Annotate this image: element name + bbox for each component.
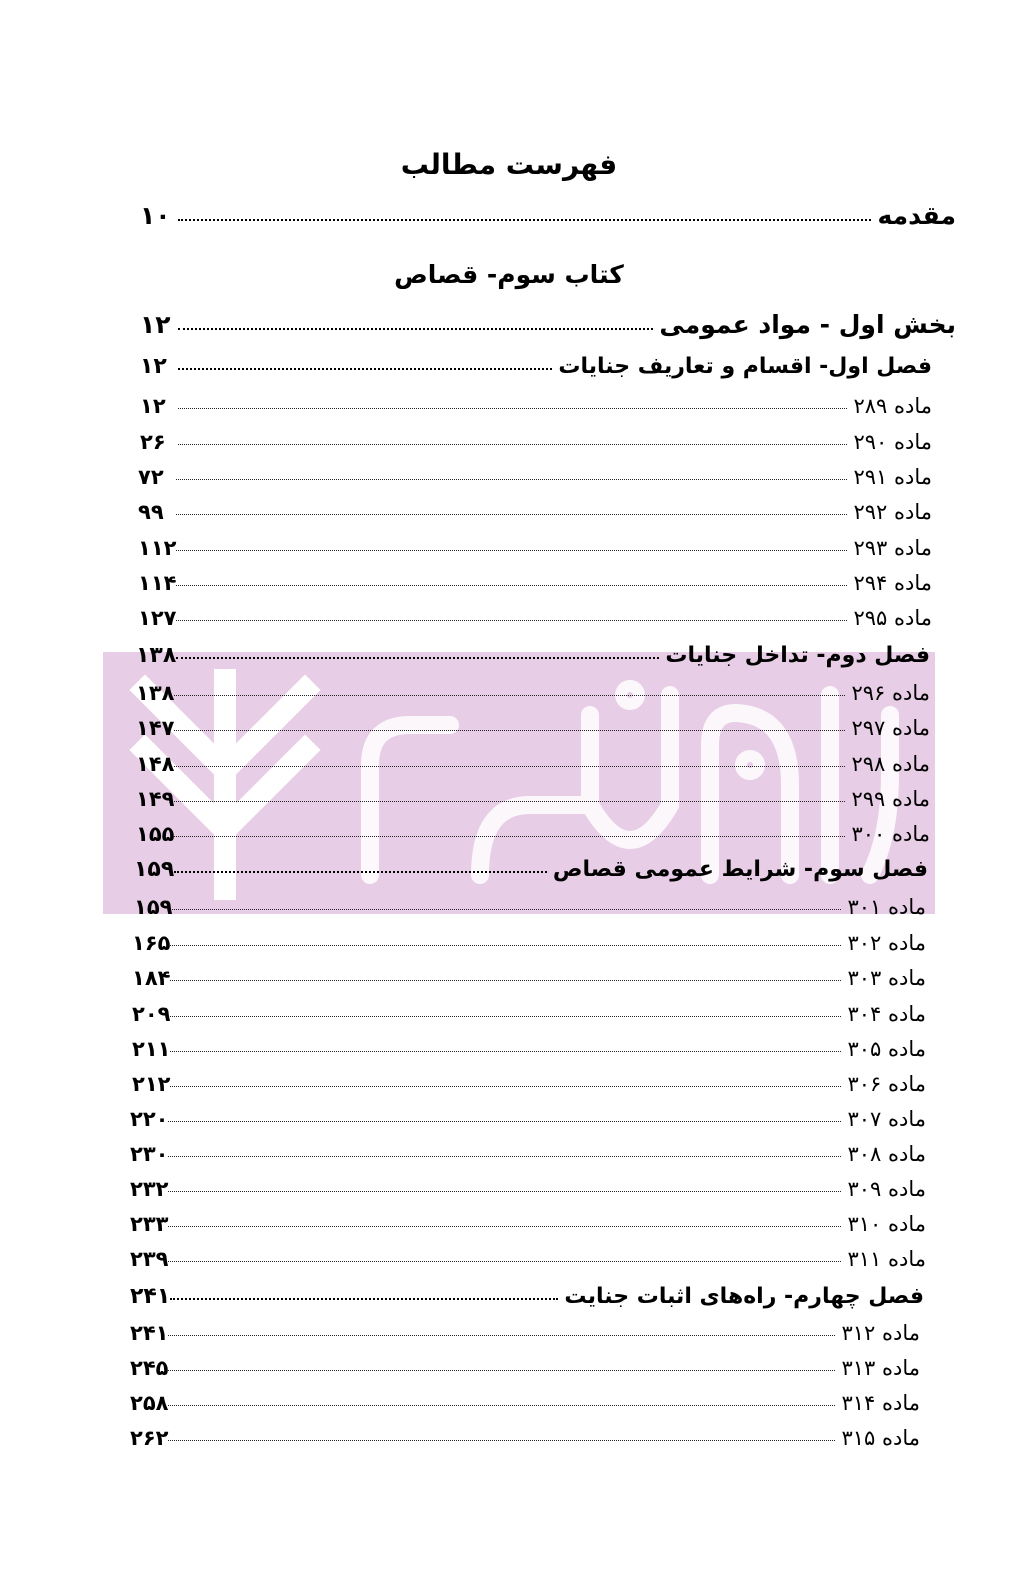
dot-leader <box>168 1121 841 1122</box>
dot-leader <box>178 368 552 370</box>
toc-article-entry[interactable] <box>134 885 926 919</box>
toc-page-number: ۲۵۸ <box>130 1391 169 1415</box>
toc-article-entry[interactable] <box>130 1202 926 1236</box>
toc-entry-label: ماده ۳۱۱ <box>847 1247 926 1271</box>
toc-page-number: ۱۵۹ <box>134 895 173 919</box>
toc-page-number: ۲۳۰ <box>130 1142 169 1166</box>
toc-entry-label: ماده ۳۰۳ <box>847 966 926 990</box>
toc-entry-label: فصل اول- اقسام و تعاریف جنایات <box>558 354 932 379</box>
toc-page-number: ۲۶ <box>140 430 166 454</box>
dot-leader <box>168 1156 841 1157</box>
dot-leader <box>176 550 847 551</box>
toc-page-number: ۲۴۵ <box>130 1356 169 1380</box>
toc-page-number: ۱۱۲ <box>138 536 177 560</box>
dot-leader <box>170 980 841 981</box>
toc-section-entry[interactable] <box>140 305 956 339</box>
toc-article-entry[interactable] <box>138 455 932 489</box>
dot-leader <box>176 585 847 586</box>
toc-article-entry[interactable] <box>138 596 932 630</box>
toc-section-entry[interactable] <box>140 196 956 230</box>
toc-page-number: ۱۱۴ <box>138 571 177 595</box>
toc-page-number: ۱۲۷ <box>138 606 177 630</box>
toc-entry-label: فصل چهارم- راه‌های اثبات جنایت <box>564 1284 924 1309</box>
dot-leader <box>168 1226 841 1227</box>
toc-entry-label: ماده ۲۹۰ <box>853 430 932 454</box>
toc-entry-label: ماده ۲۹۸ <box>851 752 930 776</box>
toc-article-entry[interactable] <box>136 742 930 776</box>
toc-page-number: ۱۳۸ <box>136 681 175 705</box>
toc-article-entry[interactable] <box>130 1237 926 1271</box>
toc-entry-label: ماده ۲۹۹ <box>851 787 930 811</box>
toc-page-number: ۱۰ <box>140 201 171 230</box>
toc-article-entry[interactable] <box>140 384 932 418</box>
toc-entry-label: ماده ۳۰۶ <box>847 1072 926 1096</box>
toc-page-number: ۱۶۵ <box>132 931 171 955</box>
toc-entry-label: ماده ۳۰۰ <box>851 822 930 846</box>
toc-page-number: ۲۳۳ <box>130 1212 169 1236</box>
toc-article-entry[interactable] <box>130 1132 926 1166</box>
toc-entry-label: ماده ۳۰۹ <box>847 1177 926 1201</box>
toc-entry-label: ماده ۳۰۸ <box>847 1142 926 1166</box>
toc-article-entry[interactable] <box>132 1062 926 1096</box>
toc-entry-label: ماده ۲۹۲ <box>853 500 932 524</box>
toc-page-number: ۱۳۸ <box>136 643 177 668</box>
toc-page-number: ۲۴۱ <box>130 1321 169 1345</box>
toc-article-entry[interactable] <box>130 1346 920 1380</box>
toc-article-entry[interactable] <box>130 1381 920 1415</box>
toc-article-entry[interactable] <box>130 1167 926 1201</box>
toc-entry-label: ماده ۳۱۲ <box>841 1321 920 1345</box>
toc-chapter-entry[interactable] <box>134 848 928 882</box>
page-title: فهرست مطالب <box>400 148 618 181</box>
toc-entry-label: ماده ۳۱۵ <box>841 1426 920 1450</box>
toc-page-number: ۱۲ <box>140 394 166 418</box>
toc-page-number: ۲۱۱ <box>132 1037 171 1061</box>
toc-chapter-entry[interactable] <box>136 634 930 668</box>
toc-article-entry[interactable] <box>138 490 932 524</box>
dot-leader <box>178 328 653 330</box>
toc-page-number: ۱۴۷ <box>136 716 175 740</box>
toc-article-entry[interactable] <box>130 1097 926 1131</box>
toc-entry-label: ماده ۲۹۶ <box>851 681 930 705</box>
toc-article-entry[interactable] <box>138 561 932 595</box>
dot-leader <box>178 219 871 221</box>
toc-entry-label: ماده ۲۹۵ <box>853 606 932 630</box>
toc-page-number: ۱۲ <box>140 310 171 339</box>
toc-article-entry[interactable] <box>136 706 930 740</box>
toc-article-entry[interactable] <box>136 777 930 811</box>
toc-entry-label: ماده ۳۰۷ <box>847 1107 926 1131</box>
toc-article-entry[interactable] <box>136 671 930 705</box>
dot-leader <box>168 1440 835 1441</box>
toc-page-number: ۱۲ <box>140 354 167 379</box>
toc-page-number: ۹۹ <box>138 500 164 524</box>
toc-chapter-entry[interactable] <box>140 345 932 379</box>
toc-entry-label: ماده ۲۹۷ <box>851 716 930 740</box>
dot-leader <box>168 1370 835 1371</box>
toc-page-number: ۱۵۹ <box>134 857 175 882</box>
toc-entry-label: فصل سوم- شرایط عمومی قصاص <box>552 857 928 882</box>
dot-leader <box>174 871 547 873</box>
toc-page-number: ۲۳۲ <box>130 1177 169 1201</box>
toc-article-entry[interactable] <box>136 812 930 846</box>
dot-leader <box>168 1405 835 1406</box>
toc-page-number: ۲۲۰ <box>130 1107 169 1131</box>
toc-entry-label: ماده ۲۹۱ <box>853 465 932 489</box>
toc-page-number: ۱۴۹ <box>136 787 175 811</box>
toc-entry-label: ماده ۳۱۳ <box>841 1356 920 1380</box>
dot-leader <box>176 657 659 659</box>
toc-article-entry[interactable] <box>132 956 926 990</box>
dot-leader <box>168 1191 841 1192</box>
dot-leader <box>170 945 841 946</box>
toc-page-number: ۱۸۴ <box>132 966 171 990</box>
toc-page-number: ۲۳۹ <box>130 1247 169 1271</box>
dot-leader <box>170 1298 558 1300</box>
toc-entry-label: ماده ۲۹۴ <box>853 571 932 595</box>
toc-article-entry[interactable] <box>140 420 932 454</box>
book-title: کتاب سوم- قصاص <box>394 260 624 289</box>
dot-leader <box>174 695 845 696</box>
toc-page-number: ۱۵۵ <box>136 822 175 846</box>
dot-leader <box>174 766 845 767</box>
dot-leader <box>168 1335 835 1336</box>
toc-article-entry[interactable] <box>138 526 932 560</box>
dot-leader <box>178 444 847 445</box>
toc-page-number: ۱۴۸ <box>136 752 175 776</box>
dot-leader <box>170 1051 841 1052</box>
toc-entry-label: فصل دوم- تداخل جنایات <box>665 643 930 668</box>
toc-article-entry[interactable] <box>132 921 926 955</box>
toc-article-entry[interactable] <box>130 1311 920 1345</box>
dot-leader <box>168 1261 841 1262</box>
dot-leader <box>174 730 845 731</box>
toc-entry-label: ماده ۲۸۹ <box>853 394 932 418</box>
toc-page-number: ۷۲ <box>138 465 164 489</box>
toc-entry-label: ماده ۳۰۱ <box>847 895 926 919</box>
toc-entry-label: ماده ۳۰۲ <box>847 931 926 955</box>
dot-leader <box>172 909 841 910</box>
toc-entry-label: ماده ۳۰۴ <box>847 1002 926 1026</box>
dot-leader <box>176 479 847 480</box>
toc-article-entry[interactable] <box>132 992 926 1026</box>
dot-leader <box>176 514 847 515</box>
dot-leader <box>178 408 847 409</box>
toc-entry-label: ماده ۲۹۳ <box>853 536 932 560</box>
toc-page-number: ۲۶۲ <box>130 1426 169 1450</box>
toc-page-number: ۲۰۹ <box>132 1002 171 1026</box>
dot-leader <box>170 1086 841 1087</box>
toc-article-entry[interactable] <box>130 1416 920 1450</box>
toc-article-entry[interactable] <box>132 1027 926 1061</box>
toc-chapter-entry[interactable] <box>130 1275 924 1309</box>
toc-page-number: ۲۴۱ <box>130 1284 171 1309</box>
toc-page-number: ۲۱۲ <box>132 1072 171 1096</box>
toc-entry-label: مقدمه <box>877 201 956 230</box>
toc-entry-label: ماده ۳۱۰ <box>847 1212 926 1236</box>
dot-leader <box>176 620 847 621</box>
toc-entry-label: بخش اول - مواد عمومی <box>659 310 956 339</box>
toc-entry-label: ماده ۳۱۴ <box>841 1391 920 1415</box>
dot-leader <box>170 1016 841 1017</box>
toc-entry-label: ماده ۳۰۵ <box>847 1037 926 1061</box>
dot-leader <box>174 836 845 837</box>
dot-leader <box>174 801 845 802</box>
